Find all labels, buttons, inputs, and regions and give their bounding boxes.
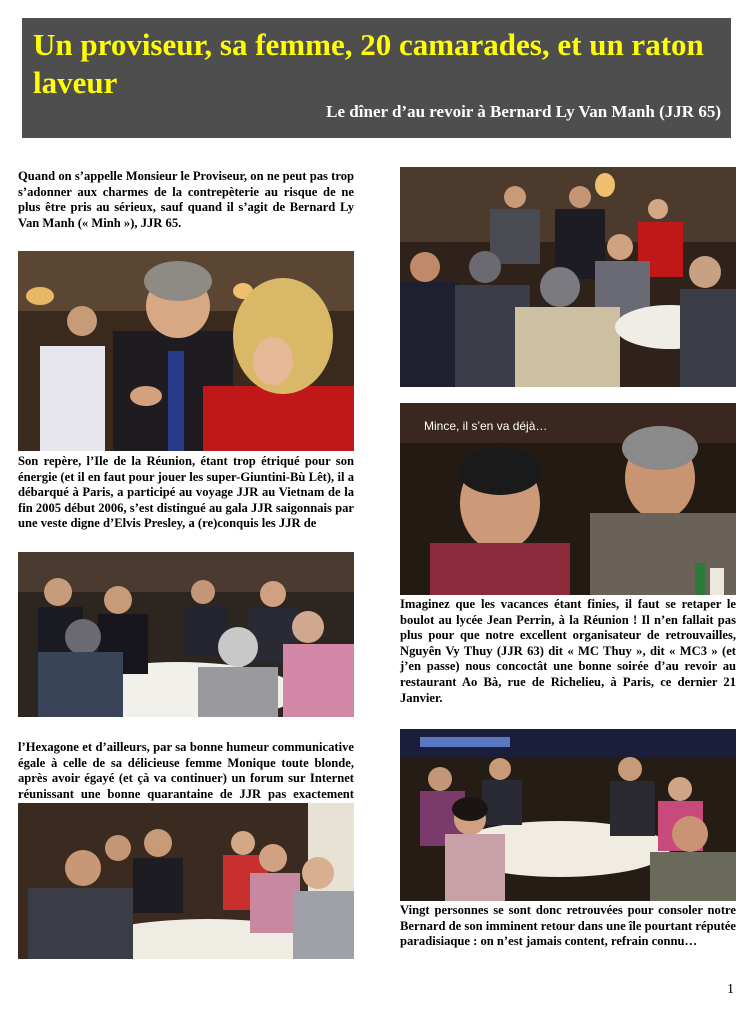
left-paragraph-3: l’Hexagone et d’ailleurs, par sa bonne humeur communicative égale à celle de sa délicieuse femme Monique toute blonde, après avoir égayé (et çà va continuer) un forum sur Internet réunissant une bonne quarantaine de JJR pas exactement (18, 740, 354, 801)
page-number: 1 (727, 982, 734, 997)
photo-table-group-2 (18, 803, 354, 959)
photo-restaurant-overview (400, 167, 736, 387)
photo-two-men-seated (400, 403, 736, 595)
photo-minh-and-wife (18, 251, 354, 451)
photo-table-group-1 (18, 552, 354, 717)
right-paragraph-1: Imaginez que les vacances étant finies, il faut se retaper le boulot au lycée Jean Perrin, à la Réunion ! Il n’en fallait pas plus pour que notre excellent organisateur de retrouvailles, Nguyên Vy Thuy (JJR 63) dit « MC Thuy », dit « MC3 » (et j’en passe) nous concoctât une bonne soirée d’au revoir au restaurant Ao Bà, rue de Richelieu, à Paris, ce dernier 21 Janvier. (400, 597, 736, 705)
page-subtitle: Le dîner d’au revoir à Bernard Ly Van Manh (JJR 65) (326, 102, 721, 121)
left-paragraph-2: Son repère, l’Ile de la Réunion, étant trop étriqué pour son énergie (et il en faut pour jouer les super-Giuntini-Bù Lêt), il a débarqué à Paris, a participé au voyage JJR au Vietnam de la fin 2005 début 2006, s’est distingué au gala JJR saigonnais par une veste digne d’Elvis Presley, a (re)conquis les JJR de (18, 454, 354, 531)
left-paragraph-1: Quand on s’appelle Monsieur le Proviseur, on ne peut pas trop s’adonner aux charmes de la contrepèterie au risque de ne plus être pris au sérieux, sauf quand il s’agit de Bernard Ly Van Manh (« Minh »), JJR 65. (18, 169, 354, 230)
photo-table-group-3 (400, 729, 736, 901)
photo-caption: Mince, il s’en va déjà… (424, 419, 548, 433)
page-title: Un proviseur, sa femme, 20 camarades, et un raton laveur (33, 27, 704, 100)
right-paragraph-2: Vingt personnes se sont donc retrouvées pour consoler notre Bernard de son imminent retour dans une île pourtant réputée paradisiaque : on n’est jamais content, refrain connu… (400, 903, 736, 949)
header-banner (22, 18, 731, 138)
